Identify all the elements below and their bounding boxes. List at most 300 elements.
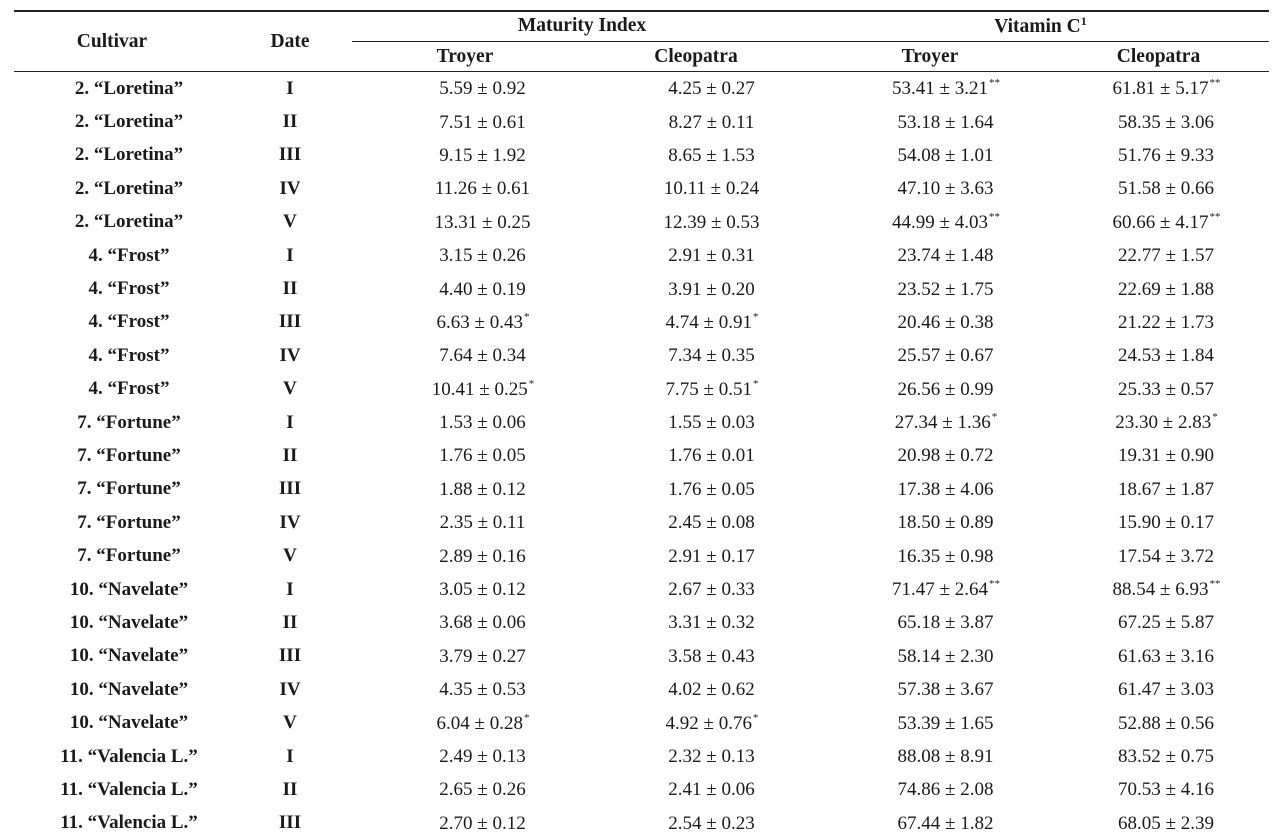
cell-mi-cleopatra-value: 4.74 ± 0.91 (665, 311, 752, 333)
cell-vc-cleopatra-value: 52.88 ± 0.56 (1118, 712, 1214, 734)
cell-vc-troyer (828, 239, 1064, 272)
cell-cultivar-value: 4. “Frost” (88, 378, 170, 400)
cell-date-value: IV (279, 511, 301, 533)
cell-mi-cleopatra-value: 10.11 ± 0.24 (663, 178, 760, 200)
cell-cultivar-value: 7. “Fortune” (77, 444, 181, 466)
significance-marker: * (991, 411, 998, 424)
cell-mi-cleopatra (596, 172, 828, 205)
cell-vc-troyer (828, 272, 1064, 305)
cell-cultivar (14, 539, 210, 572)
cell-mi-troyer-value: 2.35 ± 0.11 (439, 512, 526, 534)
cell-cultivar (14, 640, 210, 673)
cell-mi-troyer-value: 1.88 ± 0.12 (439, 478, 526, 500)
cell-date (210, 573, 370, 606)
cell-cultivar (14, 673, 210, 706)
cell-vc-cleopatra (1064, 539, 1269, 572)
cell-mi-troyer (370, 139, 596, 172)
cell-vc-cleopatra-value: 23.30 ± 2.83 (1115, 412, 1212, 434)
significance-marker: ** (1209, 77, 1221, 90)
cell-vc-cleopatra-value: 51.76 ± 9.33 (1118, 144, 1214, 166)
table-body (14, 72, 1269, 840)
cell-cultivar-value: 2. “Loretina” (74, 111, 184, 133)
cell-mi-cleopatra-value: 1.76 ± 0.01 (668, 445, 755, 467)
cell-mi-cleopatra (596, 473, 828, 506)
cell-vc-cleopatra-value: 61.81 ± 5.17 (1112, 78, 1209, 100)
table-row (14, 306, 1269, 339)
header-vc-troyer: Troyer (901, 46, 959, 67)
cell-vc-troyer (828, 206, 1064, 239)
cell-mi-cleopatra-value: 2.91 ± 0.31 (668, 245, 755, 267)
cell-mi-troyer (370, 239, 596, 272)
cell-date (210, 740, 370, 773)
cell-cultivar-value: 10. “Navelate” (69, 712, 189, 734)
table-row (14, 339, 1269, 372)
cell-mi-cleopatra (596, 139, 828, 172)
cell-vc-cleopatra (1064, 506, 1269, 539)
cell-vc-troyer (828, 72, 1064, 105)
cell-mi-cleopatra-value: 1.76 ± 0.05 (668, 478, 755, 500)
cell-date-value: I (286, 745, 294, 767)
cell-vc-troyer (828, 807, 1064, 840)
cell-mi-troyer (370, 272, 596, 305)
cell-cultivar (14, 373, 210, 406)
significance-marker: * (1212, 411, 1218, 424)
cell-date-value: V (283, 545, 297, 567)
cell-mi-cleopatra (596, 706, 828, 739)
cell-cultivar (14, 272, 210, 305)
significance-marker: * (752, 711, 759, 724)
cell-cultivar (14, 773, 210, 806)
cell-cultivar-value: 4. “Frost” (88, 344, 170, 366)
cell-mi-troyer-value: 3.68 ± 0.06 (439, 612, 526, 634)
cell-cultivar (14, 506, 210, 539)
table-row (14, 506, 1269, 539)
cell-mi-troyer-value: 13.31 ± 0.25 (434, 211, 531, 233)
cell-date (210, 72, 370, 105)
cell-vc-cleopatra (1064, 706, 1269, 739)
cell-cultivar (14, 573, 210, 606)
cell-mi-troyer (370, 606, 596, 639)
cell-cultivar-value: 10. “Navelate” (69, 678, 189, 700)
cell-vc-troyer-value: 27.34 ± 1.36 (894, 412, 991, 434)
cell-mi-cleopatra (596, 439, 828, 472)
cell-mi-troyer-value: 1.76 ± 0.05 (439, 445, 526, 467)
cell-vc-cleopatra-value: 24.53 ± 1.84 (1118, 345, 1214, 367)
cell-date (210, 373, 370, 406)
cell-vc-cleopatra (1064, 773, 1269, 806)
cell-vc-cleopatra (1064, 172, 1269, 205)
cell-vc-cleopatra-value: 60.66 ± 4.17 (1112, 211, 1209, 233)
cell-date (210, 473, 370, 506)
cell-cultivar-value: 2. “Loretina” (74, 144, 184, 166)
cell-date (210, 807, 370, 840)
cell-vc-cleopatra-value: 70.53 ± 4.16 (1118, 779, 1214, 801)
significance-marker: * (523, 711, 530, 724)
cell-vc-troyer-value: 44.99 ± 4.03 (892, 211, 988, 233)
table-row (14, 807, 1269, 840)
cell-mi-troyer-value: 2.89 ± 0.16 (439, 545, 526, 567)
cell-cultivar-value: 2. “Loretina” (74, 177, 184, 199)
table-row (14, 640, 1269, 673)
cell-mi-cleopatra (596, 640, 828, 673)
cell-vc-troyer (828, 539, 1064, 572)
cell-vc-troyer-value: 20.98 ± 0.72 (897, 445, 994, 467)
cell-mi-cleopatra (596, 506, 828, 539)
header-vitamin-c (812, 14, 1269, 38)
cell-mi-troyer-value: 3.15 ± 0.26 (439, 245, 526, 267)
cell-vc-cleopatra (1064, 206, 1269, 239)
cell-vc-cleopatra-value: 68.05 ± 2.39 (1118, 812, 1214, 834)
cell-vc-cleopatra-value: 18.67 ± 1.87 (1118, 478, 1214, 500)
cell-vc-cleopatra (1064, 740, 1269, 773)
cell-date (210, 306, 370, 339)
cell-mi-cleopatra (596, 105, 828, 138)
cell-mi-troyer (370, 506, 596, 539)
header-vitamin-c-footnote: 1 (1080, 14, 1087, 28)
cell-mi-cleopatra (596, 773, 828, 806)
header-maturity-index: Maturity Index (517, 15, 647, 36)
significance-marker: ** (988, 210, 1000, 223)
cell-mi-troyer (370, 640, 596, 673)
cell-mi-cleopatra (596, 206, 828, 239)
cell-vc-troyer (828, 773, 1064, 806)
cell-date-value: I (286, 77, 294, 99)
cell-mi-cleopatra-value: 12.39 ± 0.53 (663, 211, 760, 233)
cell-mi-cleopatra-value: 2.67 ± 0.33 (668, 579, 755, 601)
cell-mi-cleopatra-value: 7.34 ± 0.35 (668, 345, 755, 367)
cell-cultivar (14, 339, 210, 372)
cell-mi-troyer (370, 807, 596, 840)
cell-cultivar (14, 473, 210, 506)
table-row (14, 473, 1269, 506)
cell-date (210, 439, 370, 472)
cell-mi-troyer (370, 573, 596, 606)
cell-date-value: V (283, 211, 297, 233)
cell-mi-troyer (370, 172, 596, 205)
cell-vc-cleopatra-value: 67.25 ± 5.87 (1118, 612, 1214, 634)
cell-mi-troyer (370, 406, 596, 439)
cell-mi-troyer-value: 2.70 ± 0.12 (439, 812, 526, 834)
cell-mi-cleopatra-value: 7.75 ± 0.51 (665, 378, 752, 400)
table-row (14, 773, 1269, 806)
table-row (14, 539, 1269, 572)
cell-mi-troyer-value: 11.26 ± 0.61 (434, 178, 531, 200)
cell-vc-troyer-value: 53.18 ± 1.64 (897, 111, 994, 133)
table-row (14, 573, 1269, 606)
cell-vc-troyer-value: 57.38 ± 3.67 (897, 679, 994, 701)
cell-cultivar-value: 7. “Fortune” (77, 545, 181, 567)
cell-date-value: I (286, 244, 294, 266)
cell-vc-cleopatra-value: 61.47 ± 3.03 (1118, 679, 1214, 701)
cell-cultivar-value: 7. “Fortune” (77, 478, 181, 500)
cell-mi-cleopatra-value: 2.32 ± 0.13 (668, 746, 755, 767)
cell-date-value: II (282, 278, 298, 300)
cell-cultivar (14, 72, 210, 105)
significance-marker: ** (988, 77, 1000, 90)
cell-vc-troyer-value: 25.57 ± 0.67 (897, 345, 994, 367)
table-row (14, 139, 1269, 172)
cell-mi-cleopatra (596, 339, 828, 372)
cell-mi-troyer-value: 10.41 ± 0.25 (431, 378, 528, 400)
cell-date (210, 706, 370, 739)
cell-vc-troyer (828, 306, 1064, 339)
cell-date (210, 673, 370, 706)
cell-cultivar (14, 706, 210, 739)
cell-vc-troyer (828, 339, 1064, 372)
table-row (14, 206, 1269, 239)
cell-vc-cleopatra (1064, 306, 1269, 339)
cell-vc-cleopatra (1064, 807, 1269, 840)
cell-date-value: III (278, 311, 302, 333)
cell-cultivar-value: 4. “Frost” (88, 278, 170, 300)
cell-vc-cleopatra (1064, 606, 1269, 639)
cell-date (210, 272, 370, 305)
cell-vc-cleopatra (1064, 239, 1269, 272)
cell-cultivar (14, 807, 210, 840)
cell-date (210, 539, 370, 572)
cell-mi-cleopatra-value: 3.91 ± 0.20 (668, 278, 755, 300)
cell-date (210, 406, 370, 439)
cell-cultivar (14, 306, 210, 339)
table-row (14, 740, 1269, 773)
cell-cultivar-value: 4. “Frost” (88, 244, 170, 266)
cell-mi-troyer (370, 740, 596, 773)
cell-date (210, 773, 370, 806)
cell-mi-troyer-value: 7.64 ± 0.34 (439, 345, 526, 367)
cell-vc-cleopatra (1064, 339, 1269, 372)
cell-mi-cleopatra-value: 4.02 ± 0.62 (668, 679, 755, 701)
cell-vc-troyer (828, 139, 1064, 172)
cell-mi-cleopatra (596, 606, 828, 639)
cell-cultivar-value: 2. “Loretina” (74, 211, 184, 233)
cell-mi-cleopatra (596, 573, 828, 606)
cell-mi-troyer (370, 206, 596, 239)
cell-vc-troyer-value: 74.86 ± 2.08 (897, 779, 994, 801)
cell-mi-cleopatra (596, 740, 828, 773)
cell-vc-troyer-value: 23.74 ± 1.48 (897, 245, 994, 267)
cell-vc-cleopatra-value: 61.63 ± 3.16 (1118, 645, 1214, 667)
cell-vc-troyer-value: 88.08 ± 8.91 (897, 746, 994, 767)
cell-vc-cleopatra-value: 83.52 ± 0.75 (1118, 746, 1214, 767)
cell-mi-cleopatra (596, 673, 828, 706)
significance-marker: ** (988, 578, 1000, 591)
cell-vc-troyer-value: 65.18 ± 3.87 (897, 612, 994, 634)
table-row (14, 272, 1269, 305)
cell-mi-cleopatra-value: 8.65 ± 1.53 (668, 144, 755, 166)
cell-mi-troyer-value: 2.65 ± 0.26 (439, 779, 526, 801)
cell-mi-troyer (370, 539, 596, 572)
cell-mi-cleopatra-value: 2.45 ± 0.08 (668, 512, 755, 534)
cell-mi-troyer (370, 773, 596, 806)
cell-vc-cleopatra (1064, 272, 1269, 305)
cell-mi-cleopatra (596, 373, 828, 406)
cell-vc-cleopatra (1064, 640, 1269, 673)
cell-vc-cleopatra-value: 19.31 ± 0.90 (1118, 445, 1214, 467)
cell-vc-cleopatra (1064, 72, 1269, 105)
header-vc-cleopatra: Cleopatra (1116, 46, 1201, 67)
cell-mi-cleopatra (596, 807, 828, 840)
cell-vc-cleopatra-value: 21.22 ± 1.73 (1118, 311, 1214, 333)
cell-mi-cleopatra (596, 272, 828, 305)
cell-vc-cleopatra-value: 17.54 ± 3.72 (1118, 545, 1214, 567)
cell-vc-troyer (828, 706, 1064, 739)
significance-marker: * (523, 310, 530, 323)
cell-cultivar-value: 7. “Fortune” (77, 511, 181, 533)
cell-vc-troyer-value: 23.52 ± 1.75 (897, 278, 994, 300)
cell-date (210, 172, 370, 205)
cell-vc-cleopatra (1064, 573, 1269, 606)
cell-mi-cleopatra-value: 2.54 ± 0.23 (668, 812, 755, 834)
cell-vc-troyer (828, 573, 1064, 606)
significance-marker: * (528, 377, 535, 390)
cell-mi-cleopatra-value: 1.55 ± 0.03 (668, 412, 755, 434)
cell-vc-cleopatra (1064, 673, 1269, 706)
cell-cultivar (14, 439, 210, 472)
cell-date-value: V (283, 712, 297, 734)
cell-mi-troyer (370, 72, 596, 105)
cell-vc-troyer-value: 54.08 ± 1.01 (897, 144, 994, 166)
cell-date-value: I (286, 578, 294, 600)
header-mi-troyer: Troyer (436, 46, 494, 67)
cell-mi-cleopatra (596, 539, 828, 572)
cell-mi-cleopatra-value: 2.41 ± 0.06 (668, 779, 755, 801)
cell-vc-troyer-value: 71.47 ± 2.64 (892, 579, 988, 601)
table-row (14, 172, 1269, 205)
cell-vc-cleopatra-value: 58.35 ± 3.06 (1118, 111, 1214, 133)
cell-cultivar (14, 406, 210, 439)
cell-date (210, 206, 370, 239)
cell-mi-troyer (370, 306, 596, 339)
cell-vc-troyer-value: 16.35 ± 0.98 (897, 545, 994, 567)
cell-mi-troyer-value: 6.63 ± 0.43 (436, 311, 523, 333)
cell-vc-cleopatra (1064, 473, 1269, 506)
cell-mi-cleopatra-value: 3.58 ± 0.43 (668, 645, 755, 667)
cell-vc-cleopatra-value: 88.54 ± 6.93 (1112, 579, 1209, 601)
cell-cultivar (14, 239, 210, 272)
significance-marker: ** (1209, 578, 1221, 591)
cell-date-value: V (283, 378, 297, 400)
cell-mi-troyer-value: 7.51 ± 0.61 (439, 111, 526, 133)
cell-mi-troyer (370, 373, 596, 406)
cell-vc-troyer (828, 606, 1064, 639)
cell-cultivar (14, 740, 210, 773)
cell-mi-cleopatra-value: 4.92 ± 0.76 (665, 712, 752, 734)
cell-vc-cleopatra (1064, 439, 1269, 472)
cell-cultivar-value: 10. “Navelate” (69, 645, 189, 667)
cell-date-value: IV (279, 177, 301, 199)
cell-vc-cleopatra (1064, 139, 1269, 172)
cell-mi-troyer (370, 105, 596, 138)
cell-mi-troyer-value: 9.15 ± 1.92 (439, 144, 526, 166)
cell-cultivar (14, 206, 210, 239)
significance-marker: * (752, 310, 759, 323)
cell-vc-cleopatra-value: 22.69 ± 1.88 (1118, 278, 1214, 300)
cell-date-value: III (278, 478, 302, 500)
cell-vc-troyer (828, 673, 1064, 706)
cell-mi-cleopatra (596, 72, 828, 105)
cell-vc-troyer-value: 18.50 ± 0.89 (897, 512, 994, 534)
cell-cultivar (14, 105, 210, 138)
table-row (14, 239, 1269, 272)
cell-date (210, 506, 370, 539)
cell-vc-troyer (828, 506, 1064, 539)
cell-date (210, 640, 370, 673)
cell-mi-cleopatra-value: 3.31 ± 0.32 (668, 612, 755, 634)
cell-vc-troyer (828, 406, 1064, 439)
cell-cultivar-value: 11. “Valencia L.” (60, 745, 198, 767)
cell-date (210, 606, 370, 639)
cell-vc-cleopatra (1064, 406, 1269, 439)
table-top-rule (14, 10, 1269, 12)
cell-vc-cleopatra-value: 51.58 ± 0.66 (1118, 178, 1214, 200)
cell-date-value: IV (279, 678, 301, 700)
cell-mi-troyer-value: 6.04 ± 0.28 (436, 712, 523, 734)
cell-vc-cleopatra (1064, 373, 1269, 406)
cell-vc-troyer (828, 373, 1064, 406)
cell-vc-troyer-value: 67.44 ± 1.82 (897, 812, 994, 834)
cell-date (210, 239, 370, 272)
cell-mi-cleopatra-value: 8.27 ± 0.11 (668, 111, 755, 133)
cell-mi-troyer (370, 473, 596, 506)
cell-date-value: II (282, 111, 298, 133)
cell-vc-cleopatra-value: 22.77 ± 1.57 (1118, 245, 1214, 267)
cell-vc-troyer-value: 20.46 ± 0.38 (897, 311, 994, 333)
cell-vc-troyer (828, 640, 1064, 673)
cell-mi-troyer (370, 439, 596, 472)
cell-cultivar-value: 7. “Fortune” (77, 411, 181, 433)
cell-cultivar-value: 10. “Navelate” (69, 578, 189, 600)
cell-date-value: II (282, 444, 298, 466)
cell-date-value: IV (279, 344, 301, 366)
cell-cultivar-value: 2. “Loretina” (74, 77, 184, 99)
cell-date-value: III (278, 645, 302, 667)
header-cultivar: Cultivar (76, 31, 148, 52)
table-row (14, 606, 1269, 639)
cell-vc-troyer-value: 47.10 ± 3.63 (897, 178, 994, 200)
cell-mi-troyer-value: 1.53 ± 0.06 (439, 412, 526, 434)
significance-marker: ** (1209, 210, 1221, 223)
cell-vc-troyer-value: 53.39 ± 1.65 (897, 712, 994, 734)
cell-mi-troyer-value: 5.59 ± 0.92 (439, 78, 526, 100)
cell-mi-troyer-value: 4.40 ± 0.19 (439, 278, 526, 300)
cell-date-value: II (282, 611, 298, 633)
cell-date-value: II (282, 778, 298, 800)
cell-vc-troyer (828, 473, 1064, 506)
cell-vc-troyer-value: 17.38 ± 4.06 (897, 478, 994, 500)
cell-mi-troyer-value: 4.35 ± 0.53 (439, 679, 526, 701)
table-row (14, 673, 1269, 706)
table-row (14, 439, 1269, 472)
cell-date (210, 139, 370, 172)
cell-vc-cleopatra-value: 25.33 ± 0.57 (1118, 378, 1214, 400)
cell-mi-cleopatra-value: 2.91 ± 0.17 (668, 545, 755, 567)
cell-mi-troyer (370, 339, 596, 372)
cell-date-value: III (278, 812, 302, 834)
cell-vc-troyer-value: 58.14 ± 2.30 (897, 645, 994, 667)
cell-mi-troyer-value: 2.49 ± 0.13 (439, 746, 526, 767)
cell-date-value: III (278, 144, 302, 166)
cell-cultivar (14, 139, 210, 172)
cell-mi-troyer (370, 673, 596, 706)
cell-vc-cleopatra-value: 15.90 ± 0.17 (1118, 512, 1214, 534)
header-vitamin-c-label: Vitamin C (994, 16, 1081, 37)
cell-mi-cleopatra-value: 4.25 ± 0.27 (668, 78, 755, 100)
table-row (14, 373, 1269, 406)
group-header-rule (352, 41, 1269, 42)
cell-mi-troyer-value: 3.79 ± 0.27 (439, 645, 526, 667)
cell-cultivar (14, 606, 210, 639)
cell-vc-troyer (828, 172, 1064, 205)
